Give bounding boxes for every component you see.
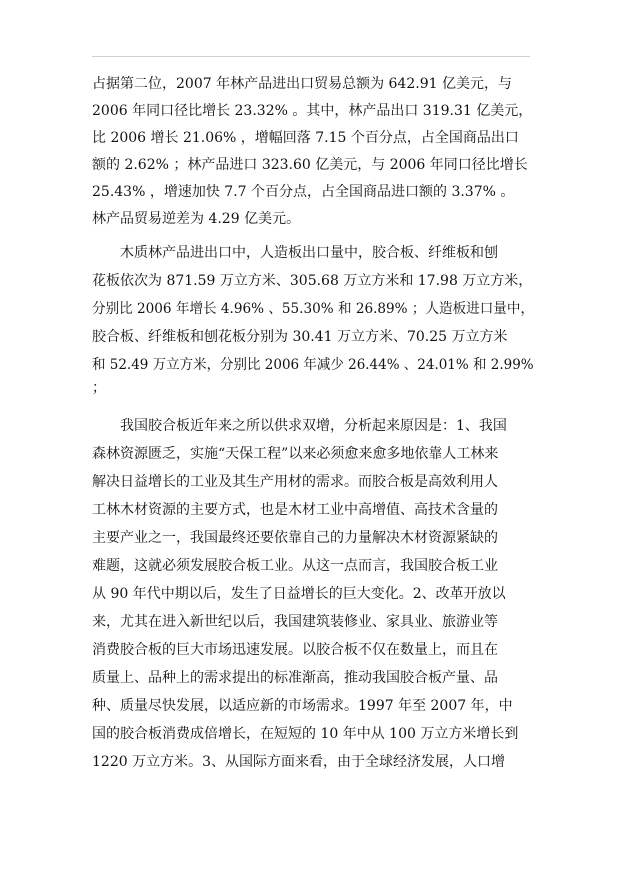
text-line: 林产品贸易逆差为 4.29 亿美元。 — [92, 211, 301, 227]
text-line: 质量上、品种上的需求提出的标准渐高，推动我国胶合板产量、品 — [92, 670, 498, 686]
text-line: 种、质量尽快发展，以适应新的市场需求。1997 年至 2007 年，中 — [92, 698, 513, 714]
text-line: 花板依次为 871.59 万立方米、305.68 万立方米和 17.98 万立方米， — [92, 273, 533, 289]
text-line: 从 90 年代中期以后，发生了日益增长的巨大变化。2、改革开放以 — [92, 586, 506, 602]
text-line: 分别比 2006 年增长 4.96% 、55.30% 和 26.89% ；人造板进口量中， — [92, 301, 535, 317]
text-line: 和 52.49 万立方米，分别比 2006 年减少 26.44% 、24.01% 和 2.99% — [92, 357, 534, 373]
text-line: 2006 年同口径比增长 23.32% 。其中，林产品出口 319.31 亿美元， — [92, 103, 533, 119]
text-line: 1220 万立方米。3、从国际方面来看，由于全球经济发展，人口增 — [92, 754, 505, 770]
text-line: 胶合板、纤维板和刨花板分别为 30.41 万立方米、70.25 万立方米 — [92, 329, 508, 345]
text-line: 森林资源匮乏，实施“天保工程”以来必须愈来愈多地依靠人工林来 — [92, 446, 499, 462]
text-line: 来，尤其在进入新世纪以后，我国建筑装修业、家具业、旅游业等 — [92, 614, 498, 630]
text-line: 工林木材资源的主要方式，也是木材工业中高增值、高技术含量的 — [92, 502, 498, 518]
text-line: 我国胶合板近年来之所以供求双增，分析起来原因是：1、我国 — [120, 418, 507, 434]
text-line: 难题，这就必须发展胶合板工业。从这一点而言，我国胶合板工业 — [92, 558, 498, 574]
text-line: 解决日益增长的工业及其生产用材的需求。而胶合板是高效利用人 — [92, 474, 498, 490]
text-line: 木质林产品进出口中，人造板出口量中，胶合板、纤维板和刨 — [120, 245, 498, 261]
text-line: 占据第二位，2007 年林产品进出口贸易总额为 642.91 亿美元，与 — [92, 76, 512, 92]
text-line: 比 2006 增长 21.06% ，增幅回落 7.15 个百分点，占全国商品出口 — [92, 130, 519, 146]
text-line: ； — [92, 380, 106, 396]
text-line: 主要产业之一，我国最终还要依靠自己的力量解决木材资源紧缺的 — [92, 530, 498, 546]
text-line: 25.43% ，增速加快 7.7 个百分点，占全国商品进口额的 3.37% 。 — [92, 184, 515, 200]
header-rule — [92, 56, 530, 57]
text-line: 国的胶合板消费成倍增长，在短短的 10 年中从 100 万立方米增长到 — [92, 726, 519, 742]
text-line: 额的 2.62% ；林产品进口 323.60 亿美元，与 2006 年同口径比增长 — [92, 157, 528, 173]
text-line: 消费胶合板的巨大市场迅速发展。以胶合板不仅在数量上，而且在 — [92, 642, 498, 658]
